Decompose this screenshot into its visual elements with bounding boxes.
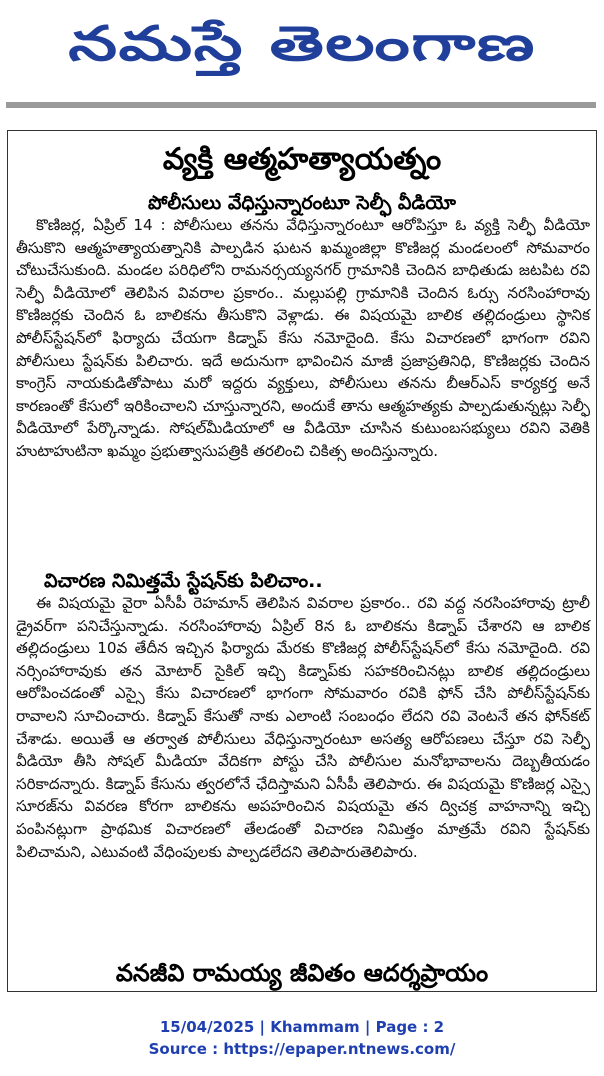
article-headline: వ్యక్తి ఆత్మహత్యాయత్నం	[162, 142, 442, 177]
masthead-divider	[6, 102, 596, 108]
section-heading: విచారణ నిమిత్తమే స్టేషన్‌కు పిలిచాం..	[44, 570, 323, 592]
masthead-logo	[0, 0, 604, 96]
next-article-headline: వనజీవి రామయ్య జీవితం ఆదర్శప్రాయం	[115, 959, 489, 987]
source-link[interactable]: Source : https://epaper.ntnews.com/	[148, 1040, 456, 1058]
article-paragraph-1	[16, 214, 590, 463]
paragraph-text: ఈ విషయమై వైరా ఏసీపీ రెహమాన్ తెలిపిన వివరాల ప్రకారం.. రవి వద్ద నరసింహారావు ట్రాలీ డ్రైవర్‌గా పనిచేస్తున్నాడు. నరసింహారావు ఏప్రిల్ 8న ఓ బాలికను కిడ్నాప్ చేశారని ఆ బాలిక తల్లిదండ్రులు 10వ తేదీన ఇచ్చిన ఫిర్యాదు మేరకు కొణిజర్ల పోలీస్‌స్టేషన్‌లో కేసు నమోదైంది. రవి నర్సింహారావుకు తన మోటార్ సైకిల్ ఇచ్చి కిడ్నాప్‌కు సహకరించినట్లు బాలిక తల్లిదండ్రులు ఆరోపించడంతో ఎస్సై కేసు విచారణలో భాగంగా సోమవారం రవికి ఫోన్ చేసి పోలీస్‌స్టేషన్‌కు రావాలని సూచించారు. కిడ్నాప్ కేసుతో నాకు ఎలాంటి సంబంధం లేదని రవి వెంటనే తన ఫోన్‌కట్ చేశాడు. అయితే ఆ తర్వాత పోలీసులు వేధిస్తున్నారంటూ అసత్య ఆరోపణలు చేస్తూ రవి సెల్ఫీ వీడియో తీసి సోషల్ మీడియా వేదికగా పోస్టు చేసి పోలీసుల మనోభావాలను దెబ్బతీయడం సరికాదన్నారు. కిడ్నాప్ కేసును త్వరలోనే ఛేదిస్తామని ఏసీపీ తెలిపారు. ఈ విషయమై కొణిజర్ల ఎస్సై సూరజ్‌ను వివరణ కోరగా బాలికను అపహరించిన విషయమై తన ద్విచక్ర వాహనాన్ని ఇచ్చి పంపినట్లుగా ప్రాథమిక విచారణలో తేలడంతో విచారణ నిమిత్తం మాత్రమే రవిని స్టేషన్‌కు పిలిచామని, ఎటువంటి వేధింపులకు పాల్పడలేదని తెలిపారుతెలిపారు.	[16, 594, 590, 861]
article-paragraph-2	[16, 592, 590, 863]
article-subheadline: పోలీసులు వేధిస్తున్నారంటూ సెల్ఫీ వీడియో	[148, 192, 456, 214]
paragraph-text: కొణిజర్ల, ఏప్రిల్ 14 : పోలీసులు తనను వేధిస్తున్నారంటూ ఆరోపిస్తూ ఓ వ్యక్తి సెల్ఫీ వీడియో తీసుకొని ఆత్మహత్యాయత్నానికి పాల్పడిన ఘటన ఖమ్మంజిల్లా కొణిజర్ల మండలంలో సోమవారం చోటుచేసుకుంది. మండల పరిధిలోని రామనర్సయ్యనగర్ గ్రామానికి చెందిన బాధితుడు జటపిట రవి సెల్ఫీ వీడియోలో తెలిపిన వివరాల ప్రకారం.. మల్లుపల్లి గ్రామానికి చెందిన ఓర్సు నరసింహారావు కొణిజర్లకు చెందిన ఓ బాలికను తీసుకొని వెళ్లాడు. ఈ విషయమై బాలిక తల్లిదండ్రులు స్థానిక పోలీస్‌స్టేషన్‌లో ఫిర్యాదు చేయగా కిడ్నాప్ కేసు నమోదైంది. కేసు విచారణలో భాగంగా రవిని పోలీసులు స్టేషన్‌కు పిలిచారు. ఇదే అదునుగా భావించిన మాజీ ప్రజాప్రతినిధి, కొణిజర్లకు చెందిన కాంగ్రెస్ నాయకుడితోపాటు మరో ఇద్దరు వ్యక్తులు, పోలీసులు తనను బీఆర్ఎస్ కార్యకర్త అనే కారణంతో కేసులో ఇరికించాలని చూస్తున్నారని, అందుకే తాను ఆత్మహత్యకు పాల్పడుతున్నట్లు సెల్ఫీ వీడియోలో పేర్కొన్నాడు. సోషల్‌మీడియాలో ఆ వీడియో చూసిన కుటుంబసభ్యులు రవిని వెతికి హుటాహుటినా ఖమ్మం ప్రభుత్వాసుపత్రికి తరలించి చికిత్స అందిస్తున్నారు.	[16, 216, 590, 460]
masthead-title: నమస్తే తెలంగాణ	[68, 16, 536, 72]
edition-info: 15/04/2025 | Khammam | Page : 2	[159, 1018, 445, 1036]
